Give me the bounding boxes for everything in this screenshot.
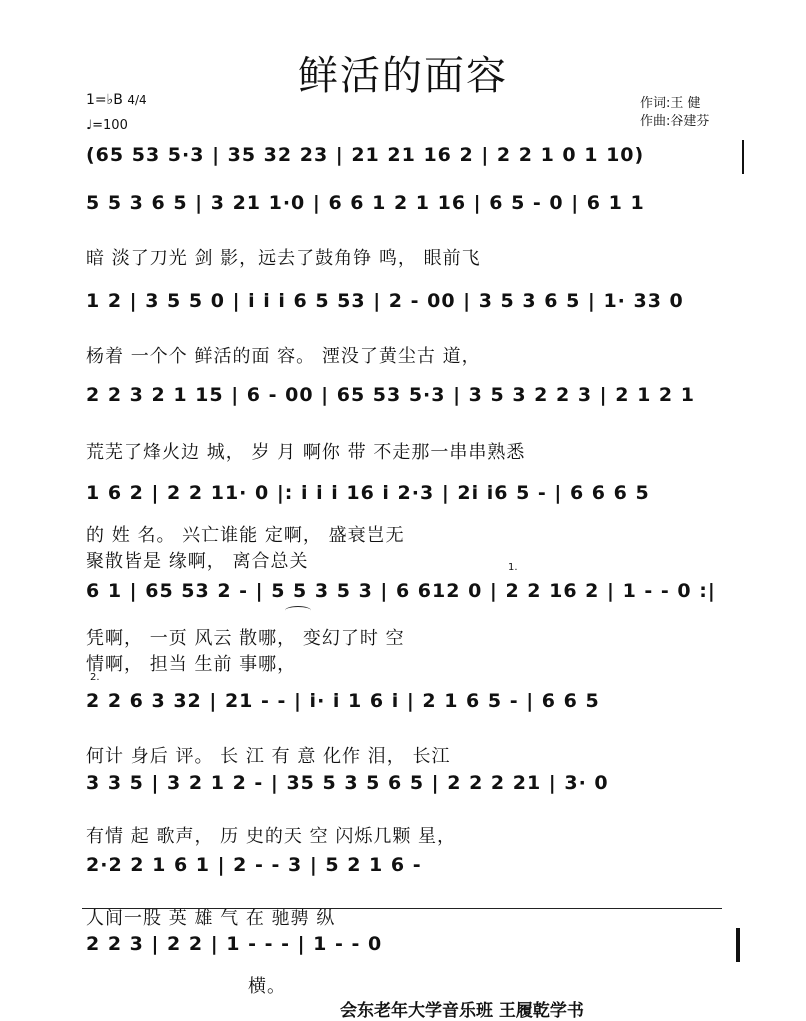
- system-7-notes: 2 2 6 3 32 | 21 - - | i· i 1 6 i | 2 1 6 5 - | 6 6 5: [86, 690, 600, 712]
- time-signature: 4/4: [127, 93, 147, 107]
- final-barline: [736, 928, 740, 962]
- key-signature: [86, 92, 147, 108]
- lyricist-credit: 作词:王 健: [640, 96, 701, 111]
- system-4-notes: 2 2 3 2 1 15 | 6 - 00 | 65 53 5·3 | 3 5 3 2 2 3 | 2 1 2 1: [86, 384, 695, 406]
- system-8-lyrics: 有情 起 歌声， 历 史的天 空 闪烁几颗 星，: [86, 826, 457, 847]
- composer-credit: 作曲:谷建芬: [640, 114, 710, 129]
- system-7-lyrics: 何计 身后 评。 长 江 有 意 化作 泪， 长江: [86, 746, 451, 767]
- tempo-marking: ♩=100: [86, 118, 128, 133]
- system-2-lyrics: 暗 淡了刀光 剑 影，远去了鼓角铮 鸣， 眼前飞: [86, 248, 481, 269]
- barline: [742, 140, 744, 174]
- system-10-lyrics: 横。: [248, 976, 286, 997]
- system-8-notes: 3 3 5 | 3 2 1 2 - | 35 5 3 5 6 5 | 2 2 2 21 | 3· 0: [86, 772, 609, 794]
- system-6-lyrics-verse-1: 凭啊， 一页 风云 散哪， 变幻了时 空: [86, 628, 405, 649]
- system-5-lyrics-verse-2: 聚散皆是 缘啊， 离合总关: [86, 551, 309, 572]
- volta-2-label: 2.: [90, 672, 100, 683]
- system-1-notes: (65 53 5·3 | 35 32 23 | 21 21 16 2 | 2 2 1 0 1 10): [86, 144, 645, 166]
- system-6-lyrics-verse-2: 情啊， 担当 生前 事哪，: [86, 654, 297, 675]
- system-4-lyrics: 荒芜了烽火边 城， 岁 月 啊你 带 不走那一串串熟悉: [86, 442, 526, 463]
- key-label: 1=♭B: [86, 92, 123, 108]
- slur-mark: [82, 908, 722, 917]
- volta-1-label: 1.: [508, 562, 518, 573]
- footer-credit: 会东老年大学音乐班 王履乾学书: [340, 1001, 584, 1021]
- system-3-notes: 1 2 | 3 5 5 0 | i i i 6 5 53 | 2 - 00 | 3 5 3 6 5 | 1· 33 0: [86, 290, 684, 312]
- page-title: 鲜活的面容: [298, 53, 508, 99]
- system-9-notes: 2·2 2 1 6 1 | 2 - - 3 | 5 2 1 6 -: [86, 854, 422, 876]
- system-2-notes: 5 5 3 6 5 | 3 21 1·0 | 6 6 1 2 1 16 | 6 5 - 0 | 6 1 1: [86, 192, 645, 214]
- system-5-notes: 1 6 2 | 2 2 11· 0 |: i i i 16 i 2·3 | 2i i6 5 - | 6 6 6 5: [86, 482, 650, 504]
- system-10-notes: 2 2 3 | 2 2 | 1 - - - | 1 - - 0: [86, 933, 383, 955]
- system-9-lyrics: 人间一股 英 雄 气 在 驰骋 纵: [86, 908, 336, 929]
- system-5-lyrics-verse-1: 的 姓 名。 兴亡谁能 定啊， 盛衰岂无: [86, 525, 405, 546]
- slur-mark: [285, 606, 311, 615]
- system-6-notes: 6 1 | 65 53 2 - | 5 5 3 5 3 | 6 612 0 | 2 2 16 2 | 1 - - 0 :|: [86, 580, 716, 602]
- system-3-lyrics: 杨着 一个个 鲜活的面 容。 湮没了黄尘古 道，: [86, 346, 481, 367]
